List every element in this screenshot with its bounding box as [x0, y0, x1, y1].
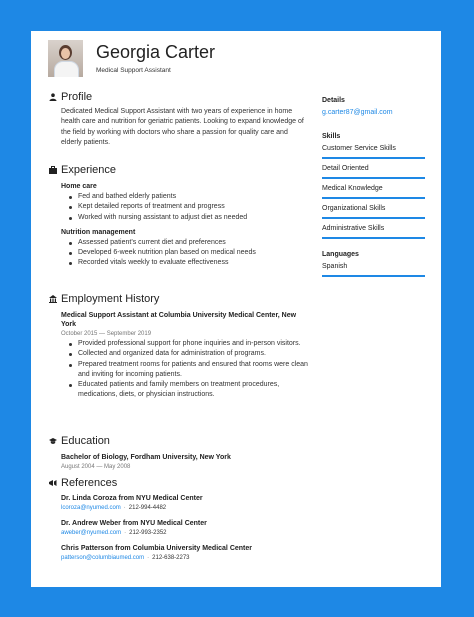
education-heading: Education: [61, 435, 110, 447]
reference-item: Dr. Andrew Weber from NYU Medical Center aweber@nyumed.com · 212-993-2352: [49, 519, 311, 537]
list-item: Fed and bathed elderly patients: [78, 192, 308, 202]
email-link[interactable]: g.carter87@gmail.com: [322, 109, 393, 116]
list-item: Prepared treatment rooms for patients and ensured that rooms were clean and inviting for incoming patients.: [78, 360, 308, 381]
list-item: Assessed patient’s current diet and preferences: [78, 238, 308, 248]
sidebar: [322, 96, 427, 277]
list-item: Kept detailed reports of treatment and progress: [78, 202, 308, 212]
education-dates: August 2004 — May 2008: [61, 464, 131, 470]
list-item: Provided professional support for phone inquiries and in-person visitors.: [78, 339, 308, 349]
reference-email-link[interactable]: patterson@columbiaumed.com: [61, 555, 145, 561]
reference-phone: 212-993-2352: [129, 530, 167, 536]
candidate-name: Georgia Carter: [96, 42, 216, 62]
list-item: Collected and organized data for administration of programs.: [78, 349, 308, 359]
references-heading: References: [61, 477, 118, 489]
reference-phone: 212-638-2273: [152, 555, 190, 561]
job-dates: October 2015 — September 2019: [61, 331, 152, 337]
list-item: Recorded vitals weekly to evaluate effectiveness: [78, 258, 308, 268]
list-item: Educated patients and family members on treatment procedures, medications, diets, or physician instructions.: [78, 380, 308, 401]
language-label: Spanish: [322, 263, 348, 270]
experience-group-heading: Nutrition management: [61, 228, 136, 236]
skill-item: [322, 184, 427, 199]
reference-item: Dr. Linda Coroza from NYU Medical Center lcoroza@nyumed.com · 212-994-4482: [49, 494, 311, 512]
reference-item: Chris Patterson from Columbia University Medical Center patterson@columbiaumed.com · 212-638-2273: [49, 544, 311, 562]
skill-item: [322, 164, 427, 179]
skills-heading: Skills: [322, 133, 341, 140]
skill-label: Customer Service Skills: [322, 145, 396, 152]
candidate-title: Medical Support Assistant: [96, 67, 171, 74]
job-title: Medical Support Assistant at Columbia University Medical Center, New York: [61, 312, 297, 328]
skill-label: Detail Oriented: [322, 165, 369, 172]
reference-phone: 212-994-4482: [128, 505, 167, 511]
list-item: Worked with nursing assistant to adjust diet as needed: [78, 213, 308, 223]
person-icon: [49, 93, 57, 101]
list-item: Developed 6-week nutrition plan based on medical needs: [78, 248, 308, 258]
skill-bar: [322, 197, 425, 199]
skill-item: [322, 224, 427, 239]
language-item: [322, 262, 427, 277]
avatar: [48, 40, 83, 77]
graduation-cap-icon: [49, 437, 57, 445]
skill-bar: [322, 237, 425, 239]
profile-heading: Profile: [61, 91, 93, 103]
employment-section: [49, 293, 311, 401]
references-section: [49, 477, 311, 562]
reference-email-link[interactable]: aweber@nyumed.com: [61, 530, 122, 536]
skill-item: [322, 144, 427, 159]
experience-group-heading: Home care: [61, 183, 97, 190]
skill-bar: [322, 177, 425, 179]
profile-section: [49, 91, 311, 148]
reference-email-link[interactable]: lcoroza@nyumed.com: [61, 505, 121, 511]
briefcase-icon: [49, 166, 57, 174]
education-section: [49, 435, 311, 471]
languages-heading: Languages: [322, 251, 359, 258]
experience-heading: Experience: [61, 164, 117, 176]
reference-name: Dr. Andrew Weber from NYU Medical Center: [61, 520, 207, 527]
skill-bar: [322, 217, 425, 219]
skill-label: Organizational Skills: [322, 205, 386, 212]
skill-bar: [322, 157, 425, 159]
degree: Bachelor of Biology, Fordham University, New York: [61, 454, 231, 461]
building-icon: [49, 295, 57, 303]
language-bar: [322, 275, 425, 277]
profile-text: Dedicated Medical Support Assistant with two years of experience in home health care and nutrition for geriatric patients. Looking to expand knowledge of the field by working with doctors who share a passion for quality care and elderly patients.: [61, 108, 304, 146]
reference-name: Chris Patterson from Columbia University Medical Center: [61, 545, 252, 552]
megaphone-icon: [49, 479, 57, 487]
skill-label: Administrative Skills: [322, 225, 385, 232]
details-heading: Details: [322, 97, 345, 104]
experience-section: [49, 164, 311, 269]
skill-label: Medical Knowledge: [322, 185, 383, 192]
reference-name: Dr. Linda Coroza from NYU Medical Center: [61, 495, 203, 502]
resume-page: [31, 31, 441, 587]
skill-item: [322, 204, 427, 219]
employment-heading: Employment History: [61, 293, 160, 305]
